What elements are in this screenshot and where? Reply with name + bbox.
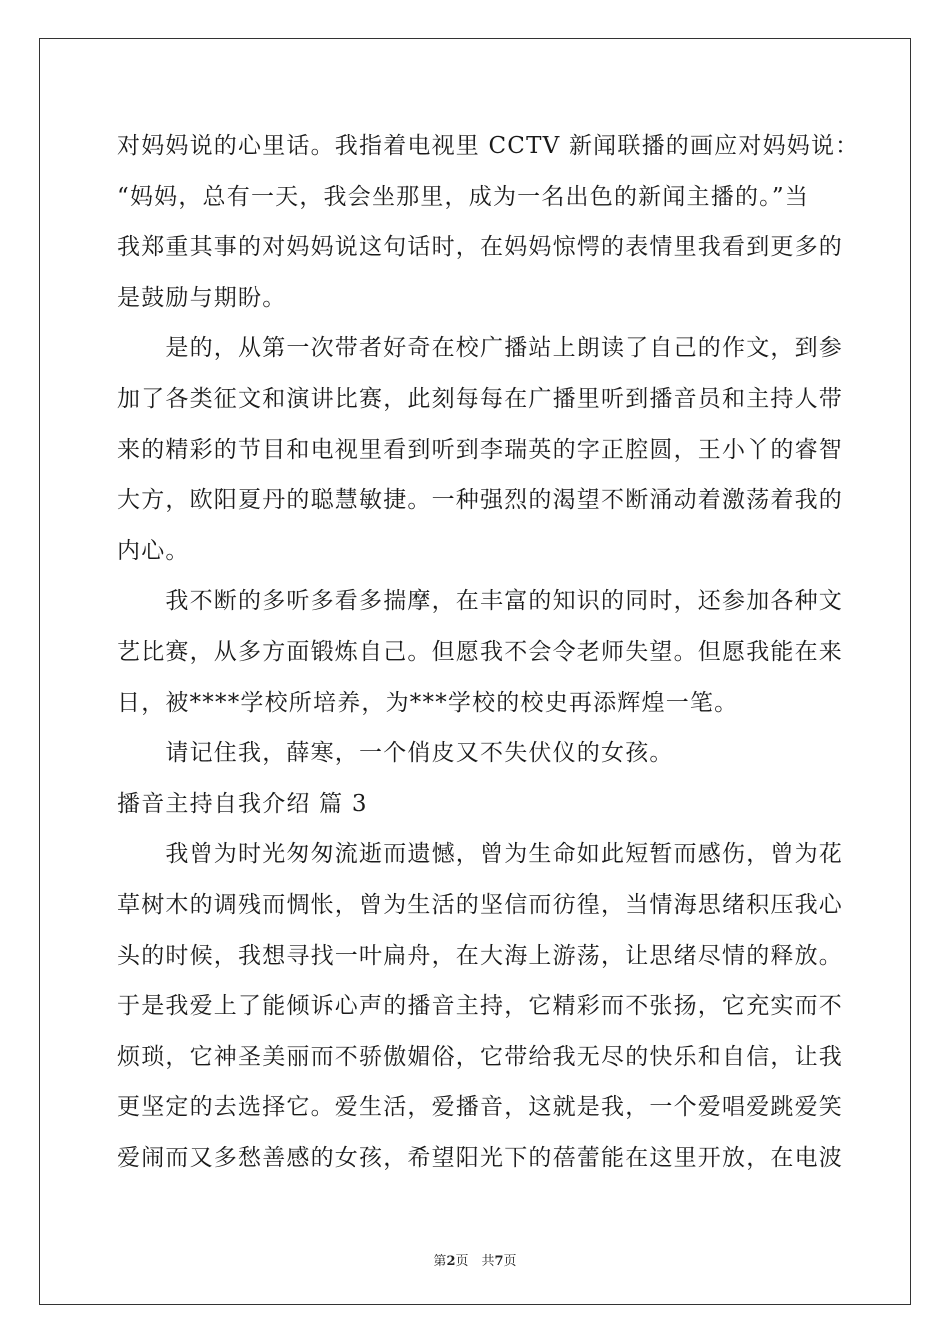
text-line: 来的精彩的节目和电视里看到听到李瑞英的字正腔圆，王小丫的睿智 [117,436,843,463]
text-line: 大方，欧阳夏丹的聪慧敏捷。一种强烈的渴望不断涌动着激荡着我的 [117,487,843,514]
text-line: 对妈妈说的心里话。我指着电视里 CCTV 新闻联播的画应对妈妈说： [117,133,860,159]
text-line: 于是我爱上了能倾诉心声的播音主持，它精彩而不张扬，它充实而不 [117,993,843,1020]
text-line: 日，被****学校所培养，为***学校的校史再添辉煌一笔。 [117,689,739,716]
text-line: 我郑重其事的对妈妈说这句话时，在妈妈惊愕的表情里我看到更多的 [117,234,843,261]
text-line: 请记住我，薛寒，一个俏皮又不失伏仪的女孩。 [117,740,674,767]
text-line: 加了各类征文和演讲比赛，此刻每每在广播里听到播音员和主持人带 [117,385,843,412]
text-line: 是的，从第一次带者好奇在校广播站上朗读了自己的作文，到参 [117,335,843,362]
text-line: “妈妈，总有一天，我会坐那里，成为一名出色的新闻主播的。”当 [117,183,810,210]
text-line: 爱闹而又多愁善感的女孩，希望阳光下的蓓蕾能在这里开放，在电波 [117,1144,843,1171]
text-line: 草树木的调残而惆怅，曾为生活的坚信而彷徨，当情海思绪积压我心 [117,891,843,918]
text-line: 是鼓励与期盼。 [117,284,287,311]
text-line: 我曾为时光匆匆流逝而遗憾，曾为生命如此短暂而感伤，曾为花 [117,841,843,868]
page-suffix: 页 [503,1254,517,1269]
document-body [117,128,860,1190]
text-line: 头的时候，我想寻找一叶扁舟，在大海上游荡，让思绪尽情的释放。 [117,942,843,969]
page-prefix: 第 [433,1254,447,1269]
page-mid: 页 共 [455,1254,495,1269]
page-total: 7 [494,1254,504,1269]
page-footer [0,1250,950,1269]
text-line: 更坚定的去选择它。爱生活，爱播音，这就是我，一个爱唱爱跳爱笑 [117,1094,843,1121]
text-line: 艺比赛，从多方面锻炼自己。但愿我不会令老师失望。但愿我能在来 [117,638,843,665]
page-current: 2 [446,1254,456,1269]
text-line: 烦琐，它神圣美丽而不骄傲媚俗，它带给我无尽的快乐和自信，让我 [117,1043,843,1070]
section-heading: 播音主持自我介绍 篇 3 [117,790,368,817]
text-line: 我不断的多听多看多揣摩，在丰富的知识的同时，还参加各种文 [117,588,843,615]
text-line: 内心。 [117,537,190,564]
